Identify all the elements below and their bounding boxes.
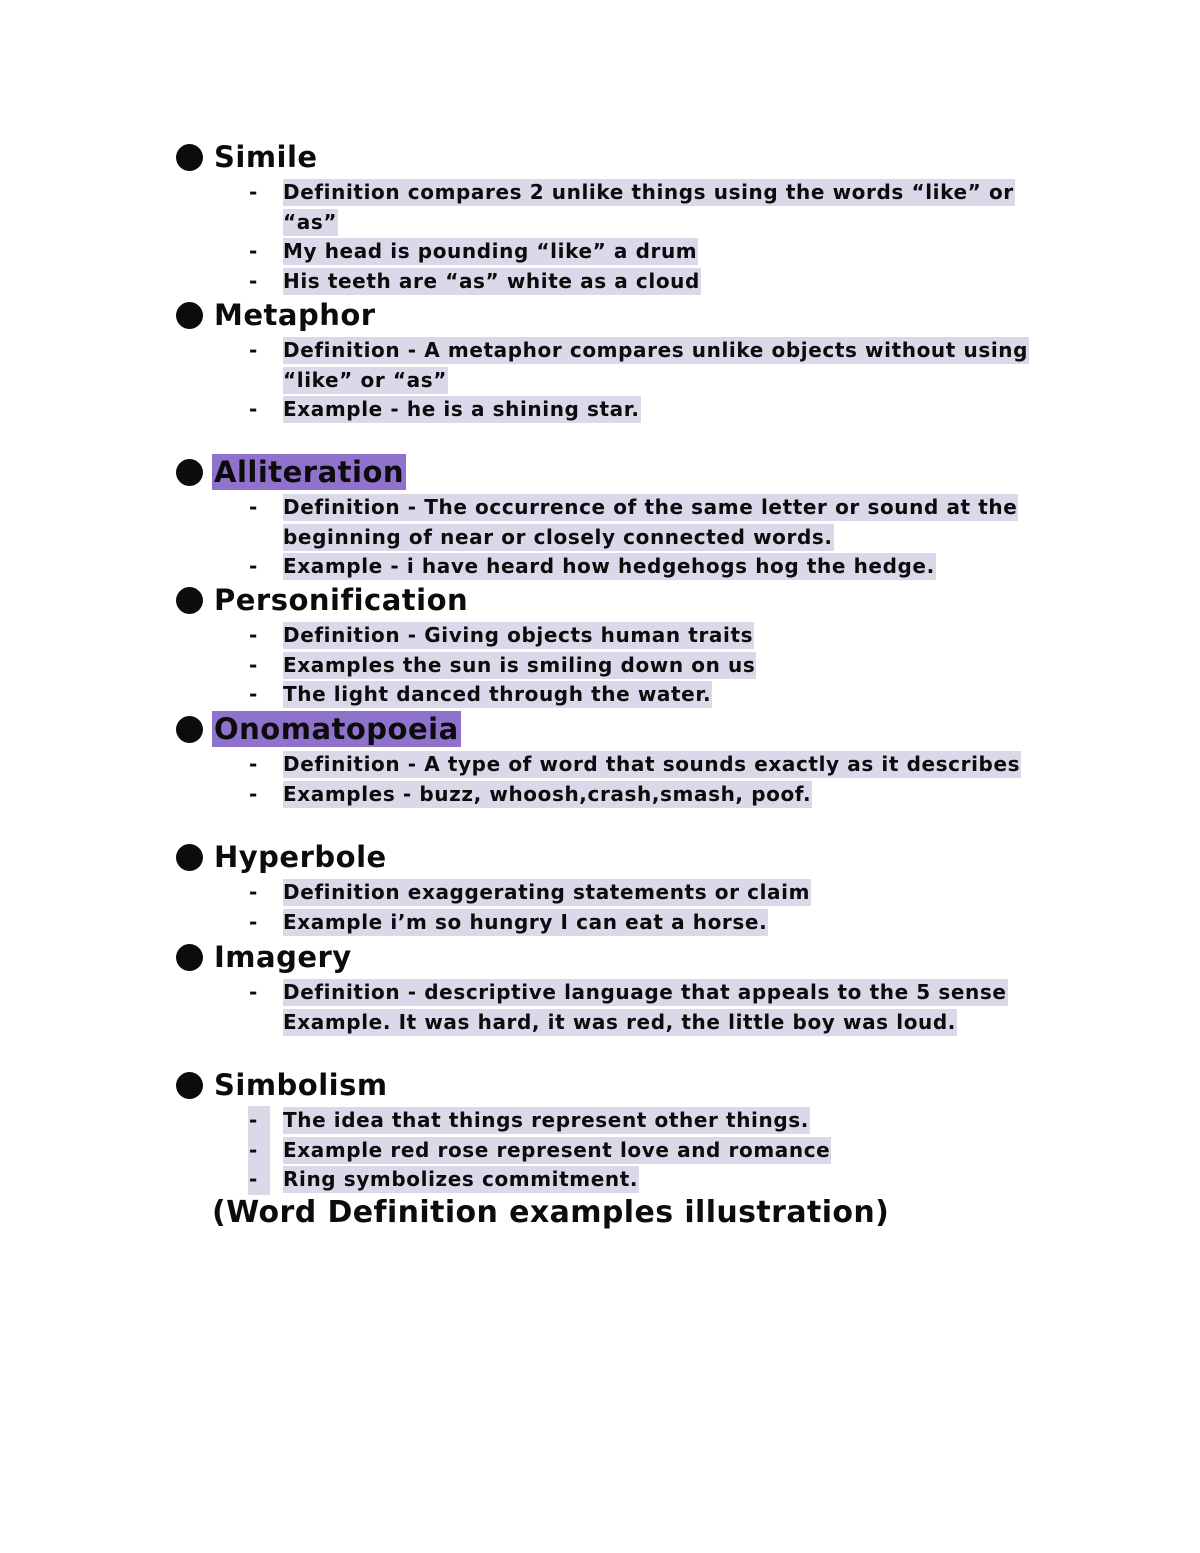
imagery-list bbox=[0, 978, 1043, 1037]
list-item: - The idea that things represent other things. bbox=[0, 1106, 1043, 1136]
term-onomatopoeia bbox=[176, 711, 461, 747]
dash-marker: - bbox=[249, 397, 258, 421]
list-item: - Example i’m so hungry I can eat a horse. bbox=[0, 908, 1043, 938]
list-item: - Example red rose represent love and romance bbox=[0, 1136, 1043, 1166]
list-item: - Definition - descriptive language that appeals to the 5 sense Example. It was hard, it was red, the little boy was loud. bbox=[249, 980, 1007, 1034]
hyperbole-list bbox=[0, 878, 1043, 937]
dash-marker: - bbox=[248, 1136, 270, 1166]
dash-marker: - bbox=[249, 880, 258, 904]
term-alliteration bbox=[176, 454, 406, 490]
list-item: - My head is pounding “like” a drum bbox=[0, 237, 1043, 267]
term-simbolism bbox=[176, 1067, 390, 1103]
alliteration-list bbox=[0, 493, 1043, 582]
list-item: - His teeth are “as” white as a cloud bbox=[0, 267, 1043, 297]
bullet-icon bbox=[176, 716, 203, 743]
simbolism-list bbox=[0, 1106, 1043, 1195]
bullet-icon bbox=[176, 587, 203, 614]
term-label: Metaphor bbox=[214, 298, 376, 332]
dash-marker: - bbox=[249, 554, 258, 578]
dash-marker: - bbox=[249, 180, 258, 204]
term-label: Alliteration bbox=[214, 455, 405, 489]
term-imagery bbox=[176, 939, 354, 975]
onomatopoeia-list bbox=[0, 750, 1043, 809]
term-personification bbox=[176, 582, 470, 618]
list-item: - Definition exaggerating statements or claim bbox=[0, 878, 1043, 908]
bullet-icon bbox=[176, 1072, 203, 1099]
dash-marker: - bbox=[249, 652, 258, 677]
list-item: - Example - i have heard how hedgehogs hog the hedge. bbox=[0, 552, 1043, 582]
list-item: - Definition - Giving objects human traits bbox=[0, 621, 1043, 651]
term-hyperbole bbox=[176, 839, 389, 875]
term-label: Hyperbole bbox=[214, 840, 387, 874]
dash-marker: - bbox=[249, 752, 258, 776]
term-label: Onomatopoeia bbox=[214, 712, 459, 746]
dash-marker: - bbox=[248, 1106, 270, 1136]
bullet-icon bbox=[176, 944, 203, 971]
dash-marker: - bbox=[249, 781, 258, 806]
list-item: - The light danced through the water. bbox=[0, 680, 1043, 710]
bullet-icon bbox=[176, 144, 203, 171]
personification-list bbox=[0, 621, 1043, 710]
dash-marker: - bbox=[249, 909, 258, 934]
term-label: Imagery bbox=[214, 940, 352, 974]
dash-marker: - bbox=[249, 338, 258, 362]
caption: (Word Definition examples illustration) bbox=[212, 1195, 890, 1230]
term-label: Personification bbox=[214, 583, 469, 617]
metaphor-list bbox=[0, 336, 1043, 425]
dash-marker: - bbox=[248, 1165, 270, 1195]
term-label: Simile bbox=[214, 140, 318, 174]
bullet-icon bbox=[176, 459, 203, 486]
dash-marker: - bbox=[249, 495, 258, 519]
term-label: Simbolism bbox=[214, 1068, 388, 1102]
list-item: - Definition - A metaphor compares unlike objects without using “like” or “as” bbox=[249, 338, 1029, 392]
dash-marker: - bbox=[249, 682, 258, 706]
dash-marker: - bbox=[249, 623, 258, 647]
bullet-icon bbox=[176, 302, 203, 329]
list-item: - Examples the sun is smiling down on us bbox=[0, 651, 1043, 681]
term-simile bbox=[176, 139, 320, 175]
term-metaphor bbox=[176, 297, 378, 333]
list-item: - Example - he is a shining star. bbox=[0, 395, 1043, 425]
list-item: - Examples - buzz, whoosh,crash,smash, poof. bbox=[0, 780, 1043, 810]
dash-marker: - bbox=[249, 268, 258, 293]
list-item: - Definition compares 2 unlike things using the words “like” or “as” bbox=[249, 180, 1014, 234]
bullet-icon bbox=[176, 844, 203, 871]
list-item: - Definition - A type of word that sounds exactly as it describes bbox=[0, 750, 1043, 780]
simile-list bbox=[0, 178, 1043, 296]
dash-marker: - bbox=[249, 980, 258, 1004]
list-item: - Definition - The occurrence of the same letter or sound at the beginning of near or closely connected words. bbox=[249, 495, 1018, 549]
dash-marker: - bbox=[249, 239, 258, 263]
list-item: - Ring symbolizes commitment. bbox=[0, 1165, 1043, 1195]
